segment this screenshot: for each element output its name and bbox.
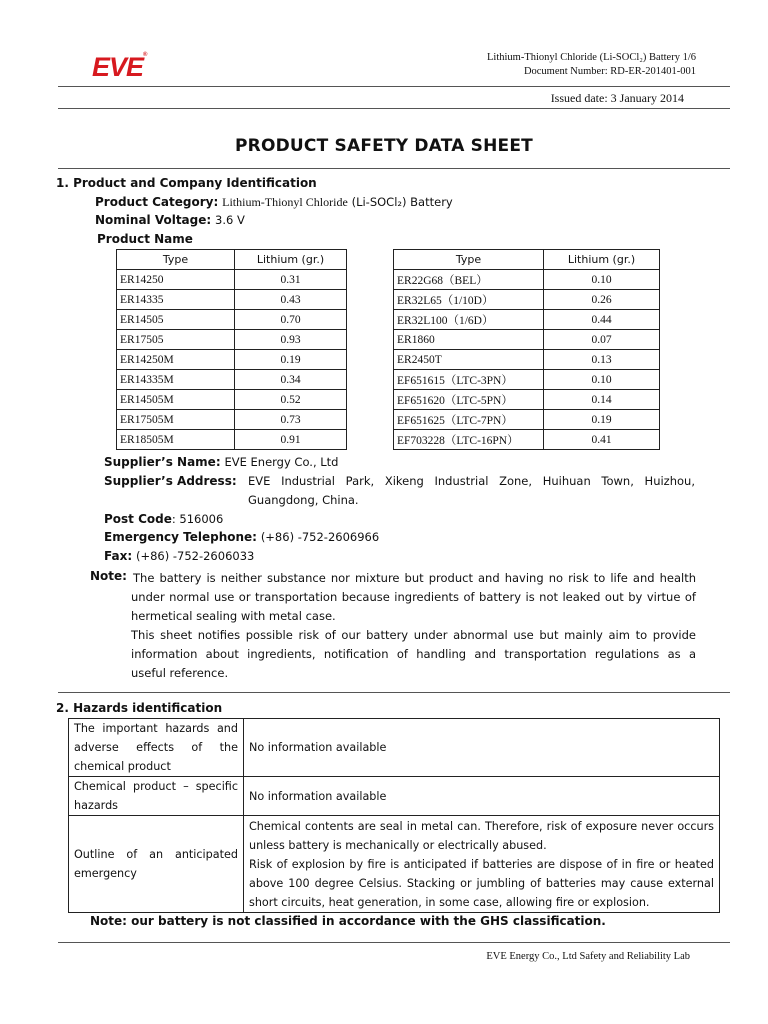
product-category-value-2: (Li-SOCl₂) Battery [351,195,453,209]
lithium-cell: 0.31 [235,270,347,290]
lithium-cell: 0.91 [235,430,347,450]
type-cell: ER32L65（1/10D） [394,290,544,310]
product-category-value: Lithium-Thionyl Chloride [222,195,348,209]
table-row [394,330,660,350]
type-cell: ER22G68（BEL） [394,270,544,290]
post-code-row [104,512,223,526]
lithium-cell: 0.44 [544,310,660,330]
hazard-label-line: chemical product [74,760,171,773]
emergency-phone-label: Emergency Telephone: [104,530,257,544]
eve-logo: EVE® [92,52,147,82]
col-lithium-header: Lithium (gr.) [235,250,347,270]
type-cell: ER18505M [117,430,235,450]
supplier-address-line-2: Guangdong, China. [248,493,359,507]
hazard-row-value: No information available [244,777,720,816]
table-header-row [394,250,660,270]
table-row [117,290,347,310]
product-table-left [116,249,347,450]
hazard-value-line: Risk of explosion by fire is anticipated if batteries are dispose of in fire or heated [249,857,714,871]
hazard-row-value [244,816,720,913]
table-row [394,370,660,390]
lithium-cell: 0.19 [235,350,347,370]
footer-text: EVE Energy Co., Ltd Safety and Reliability Lab [486,951,690,962]
table-row [394,310,660,330]
type-cell: ER14335 [117,290,235,310]
fax-label: Fax: [104,549,133,563]
note-line-6: useful reference. [131,666,229,680]
type-cell: EF651625（LTC-7PN） [394,410,544,430]
supplier-name-label: Supplier’s Name: [104,455,221,469]
table-row [394,390,660,410]
type-cell: ER32L100（1/6D） [394,310,544,330]
note-line-2: under normal use or transportation because ingredients of battery is not leaked out by virtue of [131,590,696,604]
section-divider [58,692,730,693]
type-cell: ER14505 [117,310,235,330]
product-table-right [393,249,660,450]
header-divider [58,86,730,87]
post-code-label: Post Code [104,512,172,526]
col-type-header: Type [117,250,235,270]
type-cell: EF651615（LTC-3PN） [394,370,544,390]
table-row [117,310,347,330]
note-line-4: This sheet notifies possible risk of our battery under abnormal use but mainly aim to provide [131,628,696,642]
product-category-row [95,195,453,210]
table-row [117,410,347,430]
table-row [117,350,347,370]
type-cell: ER1860 [394,330,544,350]
supplier-address-label: Supplier’s Address: [104,474,237,488]
table-row [394,290,660,310]
hazard-row-label [69,777,244,816]
product-category-label: Product Category: [95,195,219,209]
footer-divider [58,942,730,943]
supplier-name-value: EVE Energy Co., Ltd [224,455,339,469]
type-cell: ER17505 [117,330,235,350]
table-row [394,410,660,430]
type-cell: EF651620（LTC-5PN） [394,390,544,410]
product-name-label: Product Name [97,232,193,246]
type-cell: ER14250 [117,270,235,290]
hazard-row [69,816,720,913]
lithium-cell: 0.10 [544,270,660,290]
lithium-cell: 0.13 [544,350,660,370]
issued-date: Issued date: 3 January 2014 [550,91,684,105]
document-title: Lithium-Thionyl Chloride (Li-SOCl₂) Battery 1/6 [487,52,696,63]
table-row [117,430,347,450]
note-line-3: hermetical sealing with metal case. [131,609,336,623]
hazard-label-line: Chemical product – specific [74,780,238,793]
hazard-value-line: Chemical contents are seal in metal can. Therefore, risk of exposure never occurs [249,819,714,833]
lithium-cell: 0.34 [235,370,347,390]
table-row [394,350,660,370]
lithium-cell: 0.41 [544,430,660,450]
lithium-cell: 0.70 [235,310,347,330]
lithium-cell: 0.93 [235,330,347,350]
issued-divider [58,108,730,109]
lithium-cell: 0.07 [544,330,660,350]
supplier-name-row [104,455,338,469]
lithium-cell: 0.73 [235,410,347,430]
emergency-phone-value: (+86) -752-2606966 [260,530,380,544]
hazard-label-line: hazards [74,799,119,812]
section-1-heading: 1. Product and Company Identification [56,176,317,190]
lithium-cell: 0.26 [544,290,660,310]
table-row [117,330,347,350]
hazard-row-label [69,816,244,913]
fax-row [104,549,254,563]
lithium-cell: 0.52 [235,390,347,410]
type-cell: ER2450T [394,350,544,370]
nominal-voltage-row [95,213,245,227]
type-cell: EF703228（LTC-16PN） [394,430,544,450]
table-row [394,430,660,450]
note-label: Note: [90,569,127,583]
col-lithium-header: Lithium (gr.) [544,250,660,270]
nominal-voltage-label: Nominal Voltage: [95,213,212,227]
type-cell: ER14250M [117,350,235,370]
hazard-value-line: short circuits, heat generation, in some case, allowing fire or explosion. [249,895,650,909]
type-cell: ER14335M [117,370,235,390]
page-title: PRODUCT SAFETY DATA SHEET [235,136,533,156]
hazard-label-line: Outline of an anticipated [74,848,238,861]
hazard-label-line: emergency [74,867,137,880]
lithium-cell: 0.10 [544,370,660,390]
hazard-row-value: No information available [244,719,720,777]
post-code-value: : 516006 [171,512,224,526]
title-divider [58,168,730,169]
lithium-cell: 0.43 [235,290,347,310]
col-type-header: Type [394,250,544,270]
document-number: Document Number: RD-ER-201401-001 [523,66,696,77]
hazards-table [68,718,720,913]
note-line-5: information about ingredients, notification of handling and transportation regulations as a [131,647,696,661]
type-cell: ER14505M [117,390,235,410]
lithium-cell: 0.19 [544,410,660,430]
table-row [117,390,347,410]
table-row [394,270,660,290]
emergency-phone-row [104,530,379,544]
hazard-row [69,777,720,816]
hazard-label-line: The important hazards and [74,722,238,735]
ghs-note: Note: our battery is not classified in accordance with the GHS classification. [90,914,606,928]
hazard-row-label [69,719,244,777]
hazard-value-line: above 100 degree Celsius. Stacking or jumbling of batteries may cause external [249,876,714,890]
nominal-voltage-value: 3.6 V [215,213,245,227]
table-header-row [117,250,347,270]
lithium-cell: 0.14 [544,390,660,410]
table-row [117,370,347,390]
hazard-row [69,719,720,777]
section-2-heading: 2. Hazards identification [56,701,223,715]
fax-value: (+86) -752-2606033 [135,549,255,563]
table-row [117,270,347,290]
supplier-address-line-1: EVE Industrial Park, Xikeng Industrial Zone, Huihuan Town, Huizhou, [248,474,695,488]
hazard-label-line: adverse effects of the [74,741,238,754]
hazard-value-line: unless battery is mechanically or electrically abused. [249,838,547,852]
type-cell: ER17505M [117,410,235,430]
note-line-1: The battery is neither substance nor mixture but product and having no risk to life and health [133,571,696,585]
